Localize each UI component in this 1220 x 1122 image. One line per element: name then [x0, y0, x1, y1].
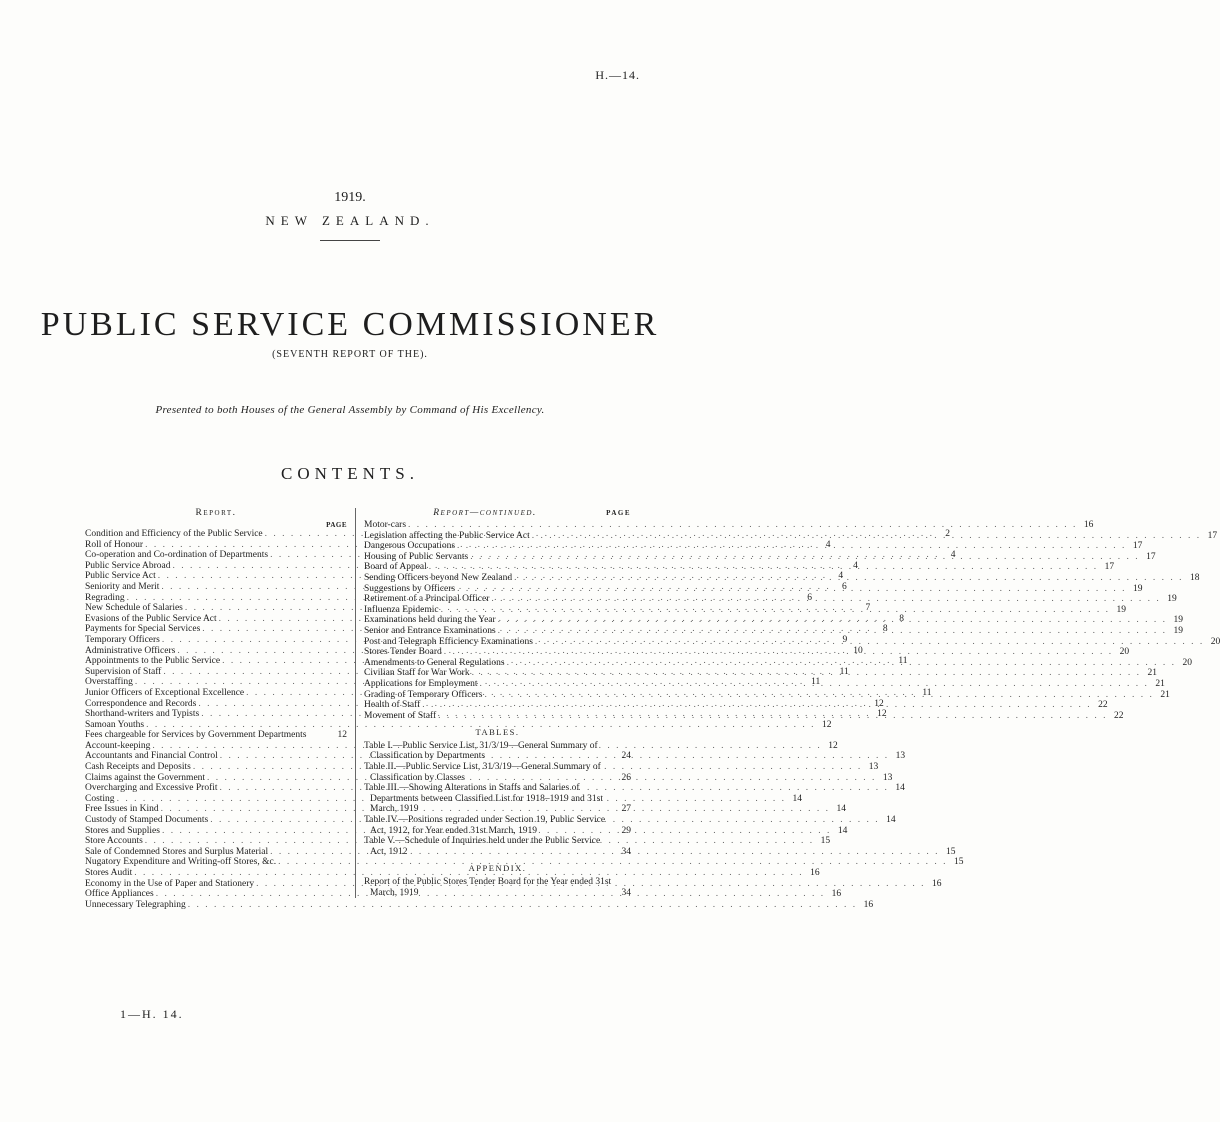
country-heading: NEW ZEALAND. [265, 213, 435, 228]
page-title: PUBLIC SERVICE COMMISSIONER [40, 306, 660, 343]
contents-entry [364, 836, 631, 857]
contents-entry-page: 20 [1182, 657, 1192, 668]
contents-entry [364, 572, 1200, 584]
contents-entry-label: Administrative Officers [85, 645, 176, 656]
contents-entry [364, 762, 631, 783]
report-year: 1919. [334, 190, 366, 205]
contents-entry-page: 13 [882, 772, 893, 783]
contents-entry-label: Samoan Youths [85, 719, 145, 730]
contents-entry [364, 636, 1220, 648]
contents-entry-label: Appointments to the Public Service [85, 656, 221, 667]
contents-entry-page: 8 [882, 624, 888, 635]
contents-entry [85, 783, 905, 794]
contents-entry-page: 12 [877, 709, 887, 720]
contents-entry-label: Nugatory Expenditure and Writing-off Stores, &c. [85, 857, 277, 868]
contents-entry-label: Cash Receipts and Deposits [85, 762, 191, 773]
contents-entry-page: 11 [898, 656, 908, 667]
contents-entry-page: 16 [1083, 520, 1094, 530]
title-divider [320, 240, 380, 241]
contents-entry-label: Overcharging and Excessive Profit [85, 783, 218, 794]
contents-entry-label: Public Service Act [85, 571, 156, 582]
contents-entry-label: Custody of Stamped Documents [85, 815, 209, 826]
contents-entry-label: Temporary Officers [85, 634, 160, 645]
contents-entry-page: 29 [621, 825, 631, 836]
leader-dots [186, 900, 859, 911]
leader-dots [427, 562, 1100, 573]
contents-entry-page: 12 [828, 740, 838, 751]
left-section-heading: Report. [195, 508, 237, 518]
contents-entry-page: 6 [807, 592, 812, 603]
leader-dots [512, 573, 1185, 584]
contents-entry-label: Table IV.—Positions regraded under Section 19, Public Service Act, 1912, for Year ended 31st March, 1919 [364, 815, 606, 836]
contents-entry-label: Grading of Temporary Officers [364, 689, 483, 700]
contents-entry-label: Payments for Special Services [85, 624, 201, 635]
contents-entry-label: Influenza Epidemic [364, 604, 439, 615]
contents-entry-label: Evasions of the Public Service Act [85, 613, 217, 624]
contents-entry-page: 21 [1155, 678, 1165, 689]
leader-dots [496, 615, 1169, 626]
contents-entry-label: Shorthand-writers and Typists [85, 709, 200, 720]
contents-entry-page: 34 [621, 846, 631, 857]
contents-entry-page: 17 [1207, 530, 1218, 541]
contents-entry-label: Health of Staff [364, 700, 421, 711]
contents-entry-label: Unnecessary Telegraphing [85, 899, 186, 910]
contents-entry-label: Overstaffing [85, 677, 133, 688]
contents-entry-page: 14 [792, 793, 802, 804]
contents-entry-page: 17 [1132, 541, 1143, 552]
leader-dots [483, 687, 1156, 701]
leader-dots [406, 520, 1079, 531]
contents-entry [364, 541, 1143, 552]
contents-entry-page: 15 [820, 836, 831, 847]
leader-dots [533, 634, 1206, 648]
contents-entry [85, 719, 832, 731]
contents-entry-label: Civilian Staff for War Work [364, 668, 470, 679]
contents-entry-page: 4 [825, 539, 831, 550]
contents-entry [364, 530, 1218, 542]
contents-entry [364, 615, 1184, 626]
contents-entry-page: 22 [1098, 700, 1108, 711]
leader-dots [436, 711, 1109, 722]
contents-entry-label: Fees chargeable for Services by Government Departments [85, 730, 307, 741]
contents-entry [85, 730, 347, 741]
contents-entry [364, 604, 1127, 616]
contents-entry-page: 22 [1114, 710, 1124, 721]
contents-entry-page: 14 [895, 783, 905, 794]
contents-entry-page: 2 [945, 529, 951, 539]
contents-entry-page: 11 [922, 687, 932, 698]
contents-entry-label: Condition and Efficiency of the Public Service [85, 529, 263, 539]
tables-heading: TABLES. [475, 727, 520, 738]
contents-entry [364, 594, 1177, 605]
leader-dots [455, 581, 1128, 595]
report-subtitle: (SEVENTH REPORT OF THE). [272, 349, 428, 360]
contents-entry-page: 26 [621, 772, 631, 783]
tables-list [364, 741, 631, 858]
contents-entry-page: 16 [810, 868, 820, 878]
contents-entry [364, 625, 1184, 637]
contents-entry-label: Senior and Entrance Examinations [364, 625, 496, 636]
contents-heading: CONTENTS. [280, 464, 420, 483]
contents-entry-label: Table III.—Showing Alterations in Staffs and Salaries of Departments between Classified List for 1918–1919 and 31st March, 1919 [364, 783, 603, 815]
contents-entry-label: Supervision of Staff [85, 666, 162, 677]
contents-entry-page: 19 [1167, 594, 1177, 605]
contents-entry-label: Co-operation and Co-ordination of Departments [85, 550, 269, 561]
contents-entry-label: Economy in the Use of Paper and Stationery [85, 878, 255, 889]
leader-dots [530, 531, 1203, 542]
left-page-column-label: PAGE [326, 521, 347, 529]
contents-entry-label: Retirement of a Principal Officer [364, 594, 490, 605]
contents-entry-page: 17 [1146, 551, 1156, 562]
contents-entry-label: Stores Tender Board [364, 647, 442, 658]
contents-entry-page: 15 [953, 857, 964, 868]
contents-entry-label: Suggestions by Officers [364, 583, 456, 594]
contents-entry [364, 783, 631, 815]
contents-entry-label: Store Accounts [85, 836, 143, 847]
contents-entry-label: Stores and Supplies [85, 825, 160, 836]
contents-entry-label: Sale of Condemned Stores and Surplus Material [85, 846, 269, 857]
contents-entry-page: 20 [1119, 647, 1130, 658]
contents-entry-page: 6 [842, 581, 847, 592]
leader-dots [489, 594, 1162, 605]
contents-entry-page: 21 [1160, 689, 1170, 700]
contents-entry [364, 877, 631, 898]
contents-entry-label: Free Issues in Kind [85, 804, 159, 815]
contents-entry-page: 18 [1189, 572, 1200, 583]
contents-entry-page: 16 [863, 899, 874, 910]
contents-entry-label: Examinations held during the Year [364, 615, 496, 626]
contents-entry-page: 4 [853, 560, 858, 571]
contents-entry-label: Accountants and Financial Control [85, 751, 218, 762]
leader-dots [420, 700, 1093, 711]
right-page-column-label: PAGE [606, 509, 631, 517]
contents-entry-page: 27 [621, 804, 631, 815]
contents-entry-label: Sending Officers beyond New Zealand [364, 572, 513, 583]
contents-entry-label: Dangerous Occupations [364, 541, 456, 552]
document-reference: H.—14. [595, 68, 640, 82]
contents-entry [364, 562, 1115, 573]
contents-entry [85, 793, 802, 805]
contents-entry [364, 551, 1156, 563]
contents-entry-page: 21 [1147, 668, 1157, 679]
contents-entry-label: New Schedule of Salaries [85, 603, 183, 614]
right-section-heading: Report—continued. [433, 508, 537, 518]
contents-entry [364, 520, 1094, 531]
contents-entry-page: 19 [1133, 583, 1143, 594]
contents-entry-label: Board of Appeal [364, 562, 427, 573]
leader-dots [470, 668, 1143, 679]
contents-entry-label: Table II.—Public Service List, 31/3/19—General Summary of Classification by Classes [364, 762, 601, 783]
contents-entry-page: 16 [831, 889, 842, 900]
contents-entry-label: Applications for Employment [364, 678, 478, 689]
contents-entry-label: Post and Telegraph Efficiency Examinations [364, 636, 533, 647]
contents-entry-page: 14 [837, 825, 848, 836]
contents-entry-page: 15 [945, 846, 956, 857]
leader-dots [477, 679, 1150, 690]
contents-entry [85, 857, 964, 868]
contents-entry-label: Costing [85, 793, 115, 804]
contents-entry-label: Seniority and Merit [85, 581, 160, 592]
presentation-note: Presented to both Houses of the General Assembly by Command of His Excellency. [155, 404, 545, 416]
contents-entry-label: Amendments to General Regulations [364, 657, 505, 668]
contents-entry-page: 14 [886, 815, 896, 826]
contents-entry [364, 741, 631, 762]
contents-entry-page: 24 [621, 751, 631, 762]
contents-entry-page: 12 [337, 730, 347, 741]
contents-entry-label: Regrading [85, 592, 125, 603]
contents-entry-page: 19 [1173, 615, 1184, 626]
contents-entry-page: 13 [868, 762, 879, 773]
contents-entry-page: 17 [1104, 562, 1115, 573]
leader-dots [442, 647, 1115, 658]
leader-dots [439, 605, 1112, 616]
contents-entry-page: 14 [836, 804, 846, 815]
contents-entry-page: 4 [950, 550, 956, 561]
contents-entry [364, 583, 1143, 595]
right-heading-row [364, 508, 631, 520]
contents-entry-page: 20 [1210, 636, 1220, 647]
contents-entry-label: Stores Audit [85, 868, 133, 878]
contents-entry-label: Motor-cars [364, 520, 407, 530]
contents-entry-label: Table I.—Public Service List, 31/3/19—General Summary of Classification by Departments [364, 740, 598, 762]
contents-entry-page: 13 [895, 751, 906, 762]
contents-entry [364, 815, 631, 836]
contents-entry-label: Junior Officers of Exceptional Excellence [85, 687, 245, 698]
contents-entry-label: Roll of Honour [85, 539, 144, 550]
contents-entry-label: Office Appliances [85, 889, 154, 900]
contents-entry-label: Movement of Staff [364, 710, 437, 721]
footer-reference: 1—H. 14. [120, 1007, 184, 1021]
contents-entry-page: 12 [822, 719, 832, 730]
contents-entry [85, 899, 874, 911]
contents-entry-page: 19 [1173, 625, 1184, 636]
leader-dots [496, 626, 1169, 637]
contents-entry-label: Public Service Abroad [85, 560, 171, 571]
appendix-list [364, 877, 631, 898]
contents-entry-label: Account-keeping [85, 740, 151, 751]
contents-entry-page: 7 [865, 603, 871, 614]
leader-dots [455, 541, 1128, 552]
contents-entry-page: 11 [839, 666, 849, 677]
appendix-heading: APPENDIX. [468, 863, 527, 874]
contents-entry-page: 8 [899, 613, 905, 624]
leader-dots [505, 658, 1178, 669]
contents-entry-label: Report of the Public Stores Tender Board for the Year ended 31st March, 1919 [364, 877, 612, 898]
contents-entry-page: 16 [932, 878, 942, 889]
contents-entry-page: 11 [811, 677, 821, 688]
contents-entry-label: Housing of Public Servants [364, 551, 469, 562]
leader-dots [468, 552, 1141, 563]
contents-entry-label: Table V.—Schedule of Inquiries held under the Public Service Act, 1912 [364, 836, 601, 857]
contents-entry-page: 10 [853, 645, 863, 656]
contents-entry-label: Legislation affecting the Public Service Act [364, 530, 530, 541]
contents-entry-page: 19 [1116, 604, 1127, 615]
contents-entry-label: Correspondence and Records [85, 698, 197, 709]
contents-entry-page: 9 [842, 634, 848, 645]
contents-entry-label: Claims against the Government [85, 772, 206, 783]
contents-entry-page: 4 [838, 571, 844, 582]
contents-entry-page: 34 [621, 887, 631, 898]
contents-entry-page: 12 [874, 698, 884, 709]
